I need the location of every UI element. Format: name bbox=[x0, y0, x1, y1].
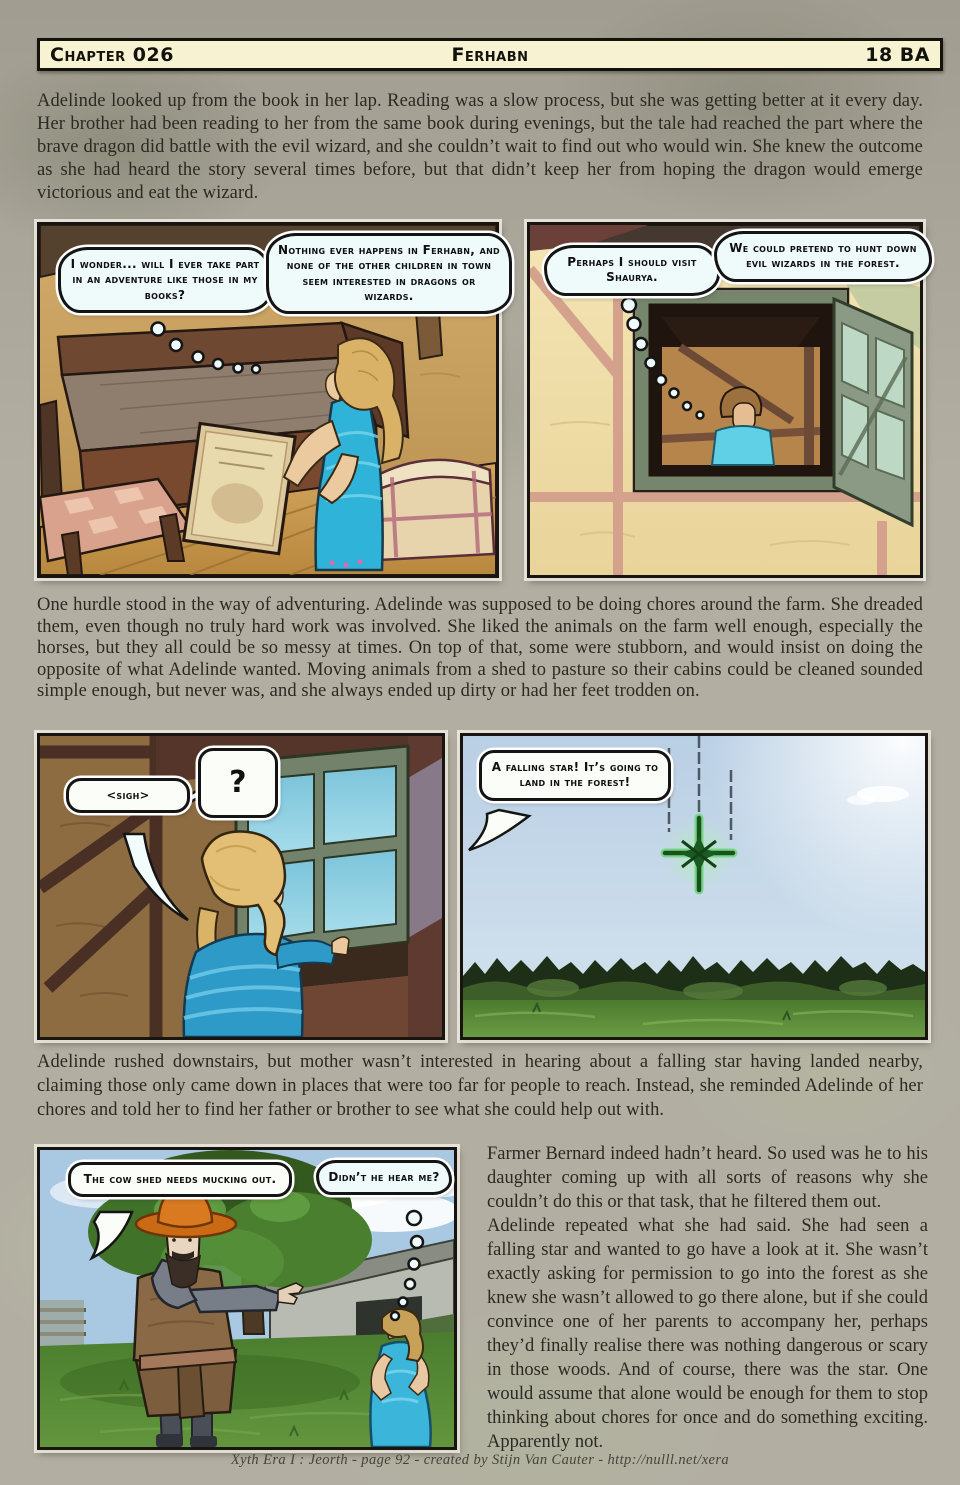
panel-window-outside bbox=[527, 222, 923, 578]
panel-farmyard bbox=[37, 1147, 457, 1450]
credit-line: Xyth Era I : Jeorth - page 92 - created by Stijn Van Cauter - http://nulll.net/xera bbox=[230, 1452, 730, 1468]
thought-bubble: Perhaps I should visit Shaurya. bbox=[544, 245, 720, 296]
chest bbox=[375, 457, 494, 560]
book bbox=[184, 423, 295, 553]
panel-bedroom bbox=[37, 222, 499, 578]
speech-bubble-question: ? bbox=[198, 748, 278, 818]
story-paragraph-2: One hurdle stood in the way of adventuring. Adelinde was supposed to be doing chores around the farm. She dreaded them, even though no truly hard work was involved. She liked the animals on the farm well enough, especially the horses, but they all could be so messy at times. On top of that, some were stubborn, and would insist on doing the opposite of what Adelinde wanted. Moving animals from a shed to pasture so their cabins could be cleaned sounded simple enough, but never was, and she always ended up dirty or had her feet trodden on. bbox=[37, 595, 923, 701]
chapter-title: Ferhabn bbox=[451, 43, 529, 66]
speech-bubble: A falling star! It’s going to land in the forest! bbox=[479, 750, 671, 801]
era-label: 18 BA bbox=[865, 43, 930, 66]
chapter-header bbox=[37, 38, 943, 71]
story-paragraph-3: Adelinde rushed downstairs, but mother wasn’t interested in hearing about a falling star having landed nearby, claiming those only came down in places that were too far for people to reach. Instead, she reminded Adelinde of her chores and told her to find her father or brother to see what she could help out with. bbox=[37, 1052, 923, 1120]
thought-bubble: Didn’t he hear me? bbox=[316, 1160, 452, 1195]
thought-bubble: Nothing ever happens in Ferhabn, and none of the other children in town seem interested in dragons or wizards. bbox=[266, 233, 512, 314]
story-column bbox=[487, 1142, 928, 1454]
story-paragraph-1: Adelinde looked up from the book in her lap. Reading was a slow process, but she was getting better at it every day. Her brother had been reading to her from the same book during evenings, but the tale had reached the part where the brave dragon did battle with the evil wizard, and she couldn’t wait to find out who would win. She knew the outcome as she had heard the story several times before, but that didn’t keep her from hoping the dragon would emerge victorious and eat the wizard. bbox=[37, 91, 923, 203]
speech-bubble: <sigh> bbox=[66, 778, 190, 813]
thought-bubble: We could pretend to hunt down evil wizards in the forest. bbox=[714, 231, 932, 282]
panel-falling-star bbox=[460, 733, 928, 1040]
speech-bubble: The cow shed needs mucking out. bbox=[68, 1162, 292, 1197]
thought-bubble: I wonder... will I ever take part in an adventure like those in my books? bbox=[58, 247, 272, 313]
chapter-number: Chapter 026 bbox=[50, 43, 174, 66]
panel-window-inside bbox=[37, 733, 445, 1040]
story-paragraph-4: Farmer Bernard indeed hadn’t heard. So used was he to his daughter coming up with all sorts of reasons why she couldn’t do this or that task, that he filtered them out. bbox=[487, 1144, 928, 1212]
open-shutter bbox=[834, 299, 912, 525]
falling-star bbox=[663, 818, 735, 890]
window bbox=[634, 289, 848, 491]
story-paragraph-5: Adelinde repeated what she had said. She had seen a falling star and wanted to go have a look at it. She wasn’t exactly asking for permission to go into the forest as she knew she wasn’t allowed to go there alone, but if she could convince one of her parents to accompany her, perhaps they’d finally realise there was nothing dangerous or scary in those woods. And of course, there was the star. One would assume that alone would be enough for them to stop thinking about chores for once and do something exciting. Apparently not. bbox=[487, 1216, 928, 1452]
